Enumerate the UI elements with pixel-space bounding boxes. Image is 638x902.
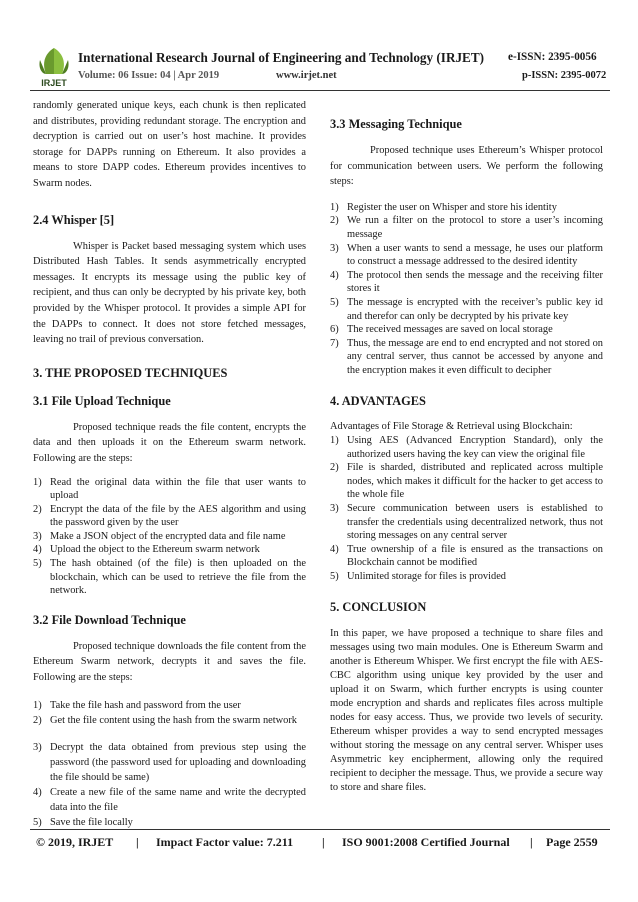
footer-separator: | (136, 835, 139, 849)
header-rule (30, 90, 610, 91)
messaging-steps (330, 201, 603, 378)
list-item: 4) Create a new file of the same name and write the decrypted data into the file (33, 786, 306, 813)
list-item: 4) True ownership of a file is ensured as the transactions on Blockchain cannot be modified (330, 543, 603, 569)
download-paragraph: Proposed technique downloads the file content from the Ethereum Swarm network, decrypts it and saves the file. Following are the steps: (33, 640, 306, 684)
list-item: 3) When a user wants to send a message, he uses our platform to construct a message addressed to the desired identity (330, 242, 603, 268)
copyright: © 2019, IRJET (36, 835, 114, 849)
list-item: 1) Using AES (Advanced Encryption Standard), only the authorized users having the key can view the original file (330, 435, 603, 460)
iso-certification: ISO 9001:2008 Certified Journal (342, 835, 510, 849)
list-item: 3) Decrypt the data obtained from previous step using the password (the password used for uploading and downloading the file should be same) (33, 741, 306, 783)
advantages-list (330, 434, 603, 584)
list-item: 2) We run a filter on the protocol to store a user’s incoming message (330, 215, 603, 240)
list-item: 5) The message is encrypted with the receiver’s public key id and therefor can only be decrypted by his private key (330, 296, 603, 322)
journal-title: International Research Journal of Engineering and Technology (IRJET) (78, 50, 485, 65)
messaging-paragraph: Proposed technique uses Ethereum’s Whisper protocol for communication between users. We perform the following steps: (330, 145, 603, 188)
list-item: 1) Read the original data within the file that user wants to upload (33, 476, 306, 502)
footer-separator: | (322, 835, 325, 849)
advantages-heading: 4. ADVANTAGES (330, 393, 426, 408)
list-item: 4) Upload the object to the Ethereum swarm network (33, 544, 260, 556)
conclusion-heading: 5. CONCLUSION (330, 599, 427, 614)
advantages-intro: Advantages of File Storage & Retrieval using Blockchain: (330, 420, 573, 432)
volume-issue: Volume: 06 Issue: 04 | Apr 2019 (78, 70, 220, 81)
intro-paragraph: randomly generated unique keys, each chunk is then replicated and distributes, providing redundant storage. The encryption and decryption is carried out on user’s host machine. It provides storage for DAPPs running on Ethereum. It also provides a means to store DAPP codes. Ethereum provides incentives to Swarm nodes. (33, 100, 306, 189)
list-item: 3) Secure communication between users is established to transfer the credentials using decentralized network, thus not storing messages on any central server (330, 503, 603, 542)
list-item: 5) The hash obtained (of the file) is then uploaded on the blockchain, which can be used to retrieve the file from the network. (33, 558, 306, 597)
list-item: 5) Save the file locally (33, 816, 133, 828)
right-column (330, 98, 603, 795)
list-item: 2) Get the file content using the hash from the swarm network (33, 714, 298, 726)
download-steps (33, 698, 306, 830)
list-item: 3) Make a JSON object of the encrypted data and file name (33, 530, 286, 542)
upload-paragraph: Proposed technique reads the file content, encrypts the data and then uploads it on the Ethereum swarm network. Following are the steps: (33, 421, 306, 464)
irjet-logo (34, 44, 74, 90)
list-item: 6) The received messages are saved on local storage (330, 324, 553, 336)
list-item: 2) File is sharded, distributed and replicated across multiple nodes, which makes it difficult for the hacker to get access to the whole file (330, 462, 603, 501)
journal-header (30, 44, 610, 90)
left-column (33, 98, 306, 830)
whisper-paragraph: Whisper is Packet based messaging system which uses Distributed Hash Tables. It sends asymmetrically encrypted messages. It encrypts its message using the public key of recipient, and thus can only be decrypted by his private key, both provided by the Whisper protocol. It provides a simple API for the DAPPs to connect. It does not store fetched messages, leaving no trail of previous conversation. (33, 240, 306, 346)
list-item: 1) Register the user on Whisper and store his identity (330, 201, 557, 213)
messaging-heading: 3.3 Messaging Technique (330, 117, 462, 131)
footer-separator: | (530, 835, 533, 849)
p-issn: p-ISSN: 2395-0072 (522, 70, 607, 81)
list-item: 2) Encrypt the data of the file by the AES algorithm and using the password given by the user (33, 503, 306, 529)
impact-factor: Impact Factor value: 7.211 (156, 835, 294, 849)
upload-steps (33, 476, 306, 598)
conclusion-paragraph: In this paper, we have proposed a technique to share files and messages using two main modules. One is Ethereum Swarm and another is Ethereum Whisper. We first encrypt the file with AES-CBC algorithm using unique key provided by the user and upload it on Swarm, which further encrypts is using counter mode encryption and shards and replicates files across multiple nodes for easy access. Thus, we provide two levels of security. Ethereum whisper provides a way to send encrypted messages without storing the message on any central server. Whisper uses Asymmetric key encipherment, allowing only the required recipient to decipher the message. Thus, we provide a secure way to store and share files. (330, 627, 603, 793)
page-number: Page 2559 (546, 835, 598, 849)
journal-url[interactable]: www.irjet.net (276, 70, 337, 81)
e-issn: e-ISSN: 2395-0056 (508, 51, 597, 63)
footer-rule (30, 829, 610, 830)
list-item: 1) Take the file hash and password from the user (33, 699, 241, 711)
file-download-heading: 3.2 File Download Technique (33, 612, 186, 627)
list-item: 4) The protocol then sends the message and the receiving filter stores it (330, 269, 603, 295)
proposed-techniques-heading: 3. THE PROPOSED TECHNIQUES (33, 365, 228, 380)
list-item: 5) Unlimited storage for files is provided (330, 571, 507, 583)
logo-text: IRJET (41, 78, 67, 88)
list-item: 7) Thus, the message are end to end encrypted and not stored on any central server, thus cannot be accessed by anyone and the encryption makes it even difficult to decipher (330, 337, 603, 376)
file-upload-heading: 3.1 File Upload Technique (33, 393, 171, 408)
whisper-heading: 2.4 Whisper [5] (33, 212, 115, 227)
